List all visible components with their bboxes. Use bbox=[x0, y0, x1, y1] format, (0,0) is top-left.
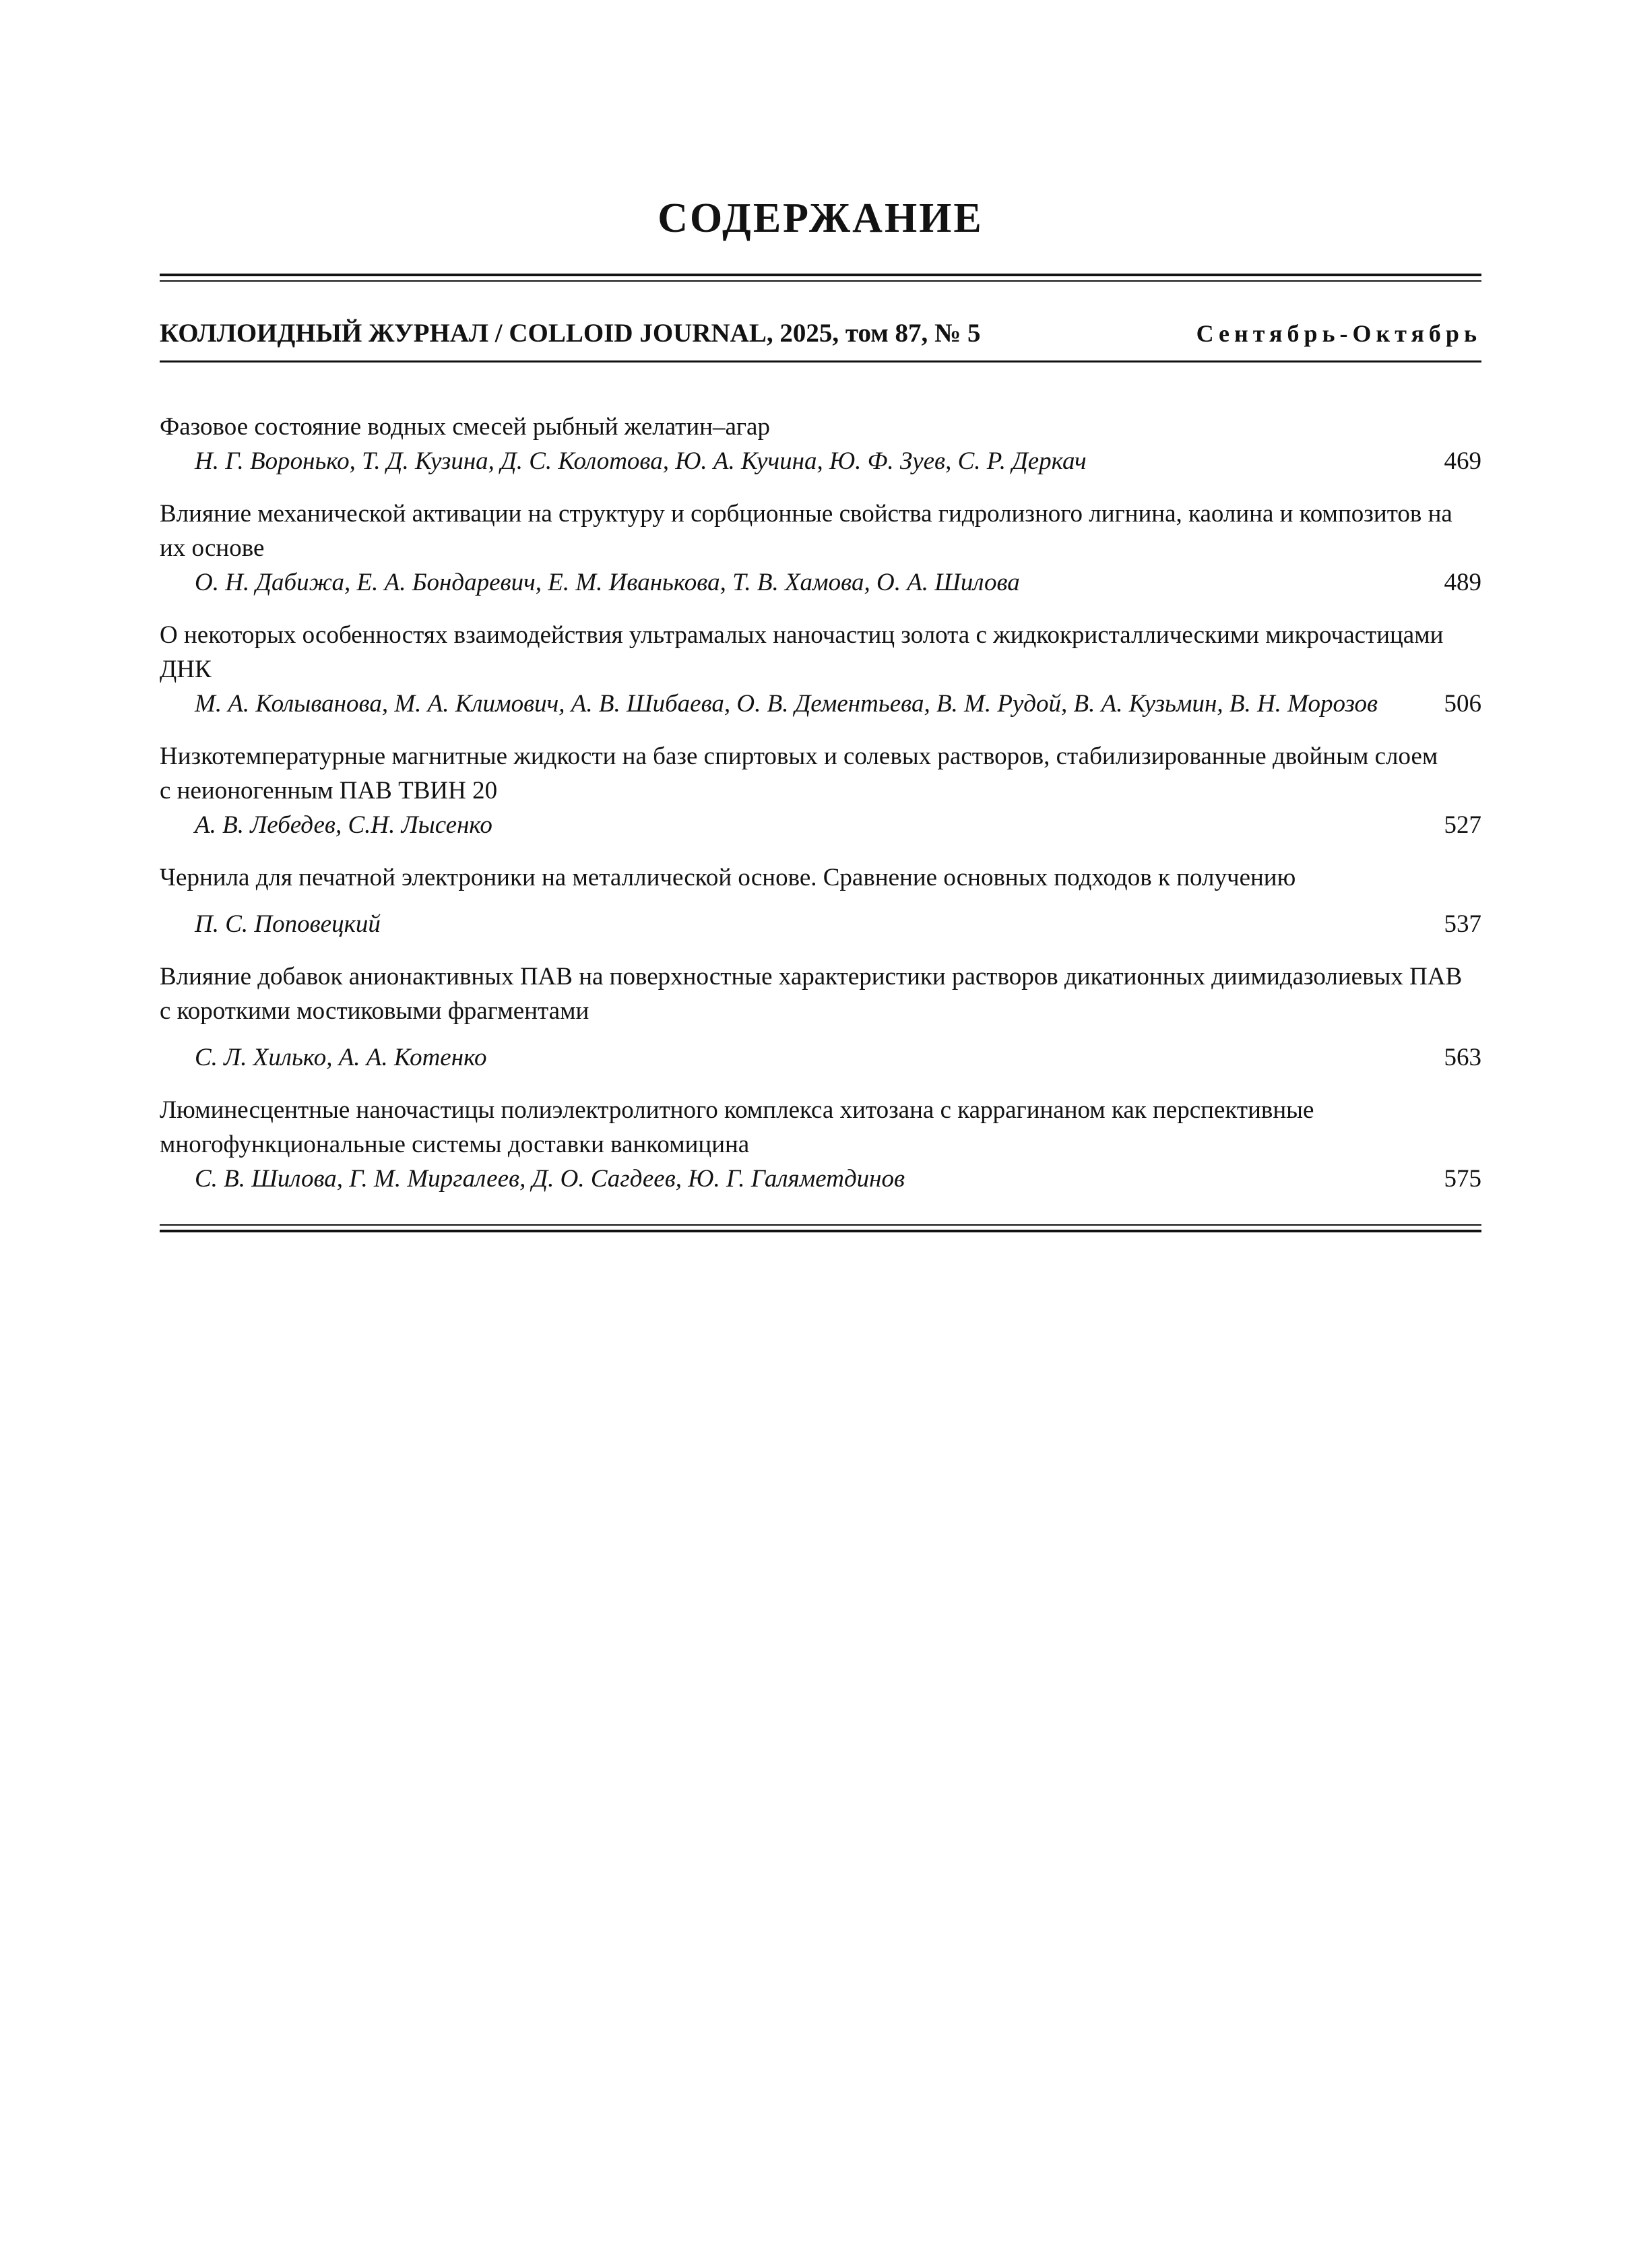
bottom-double-rule bbox=[160, 1224, 1481, 1232]
article-page-number: 537 bbox=[1444, 910, 1481, 938]
article-authors: С. Л. Хилько, А. А. Котенко bbox=[195, 1044, 487, 1071]
toc-entry bbox=[160, 618, 1481, 721]
toc-title: СОДЕРЖАНИЕ bbox=[658, 195, 984, 241]
article-page-number: 563 bbox=[1444, 1044, 1481, 1071]
article-title: Фазовое состояние водных смесей рыбный желатин–агар bbox=[160, 413, 770, 441]
article-authors: М. А. Колыванова, М. А. Климович, А. В. Шибаева, О. В. Дементьева, В. М. Рудой, В. А. Кузьмин, В. Н. Морозов bbox=[195, 690, 1378, 718]
toc-entry bbox=[160, 959, 1481, 1075]
header-rule bbox=[160, 360, 1481, 363]
toc-content bbox=[160, 194, 1481, 1232]
top-double-rule bbox=[160, 274, 1481, 282]
article-authors: А. В. Лебедев, С.Н. Лысенко bbox=[195, 811, 492, 839]
article-title: О некоторых особенностях взаимодействия ультрамалых наночастиц золота с жидкокристаллическими микрочастицами ДНК bbox=[160, 621, 1444, 683]
article-page-number: 575 bbox=[1444, 1165, 1481, 1193]
toc-entries bbox=[160, 410, 1481, 1196]
article-title: Низкотемпературные магнитные жидкости на базе спиртовых и солевых растворов, стабилизированные двойным слоем с неионогенным ПАВ ТВИН 20 bbox=[160, 743, 1438, 805]
toc-entry bbox=[160, 1093, 1481, 1196]
article-title: Влияние добавок анионактивных ПАВ на поверхностные характеристики растворов дикатионных диимидазолиевых ПАВ с короткими мостиковыми фрагментами bbox=[160, 963, 1463, 1025]
article-page-number: 469 bbox=[1444, 447, 1481, 475]
article-page-number: 527 bbox=[1444, 811, 1481, 839]
article-authors-row bbox=[160, 808, 1481, 842]
issue-period: Сентябрь-Октябрь bbox=[1196, 320, 1481, 347]
toc-entry bbox=[160, 860, 1481, 941]
article-title: Люминесцентные наночастицы полиэлектролитного комплекса хитозана с каррагинаном как перспективные многофункциональные системы доставки ванкомицина bbox=[160, 1096, 1314, 1158]
journal-title: КОЛЛОИДНЫЙ ЖУРНАЛ / COLLOID JOURNAL, 2025, том 87, № 5 bbox=[160, 319, 981, 348]
article-authors-row bbox=[160, 444, 1481, 478]
toc-entry bbox=[160, 739, 1481, 842]
article-authors-row bbox=[160, 1162, 1481, 1196]
article-page-number: 489 bbox=[1444, 569, 1481, 596]
article-authors: О. Н. Дабижа, Е. А. Бондаревич, Е. М. Иванькова, Т. В. Хамова, О. А. Шилова bbox=[195, 569, 1020, 596]
article-authors: С. В. Шилова, Г. М. Миргалеев, Д. О. Сагдеев, Ю. Г. Галяметдинов bbox=[195, 1165, 905, 1193]
toc-entry bbox=[160, 497, 1481, 600]
article-authors-row bbox=[160, 565, 1481, 600]
article-authors: Н. Г. Воронько, Т. Д. Кузина, Д. С. Колотова, Ю. А. Кучина, Ю. Ф. Зуев, С. Р. Деркач bbox=[195, 447, 1087, 475]
article-authors-row bbox=[160, 1040, 1481, 1075]
journal-header-row bbox=[160, 318, 1481, 348]
toc-entry bbox=[160, 410, 1481, 478]
article-page-number: 506 bbox=[1444, 690, 1481, 718]
article-title: Чернила для печатной электроники на металлической основе. Сравнение основных подходов к получению bbox=[160, 864, 1296, 891]
article-authors: П. С. Поповецкий bbox=[195, 910, 381, 938]
article-authors-row bbox=[160, 687, 1481, 721]
article-title: Влияние механической активации на структуру и сорбционные свойства гидролизного лигнина, каолина и композитов на их основе bbox=[160, 500, 1452, 562]
article-authors-row bbox=[160, 907, 1481, 941]
